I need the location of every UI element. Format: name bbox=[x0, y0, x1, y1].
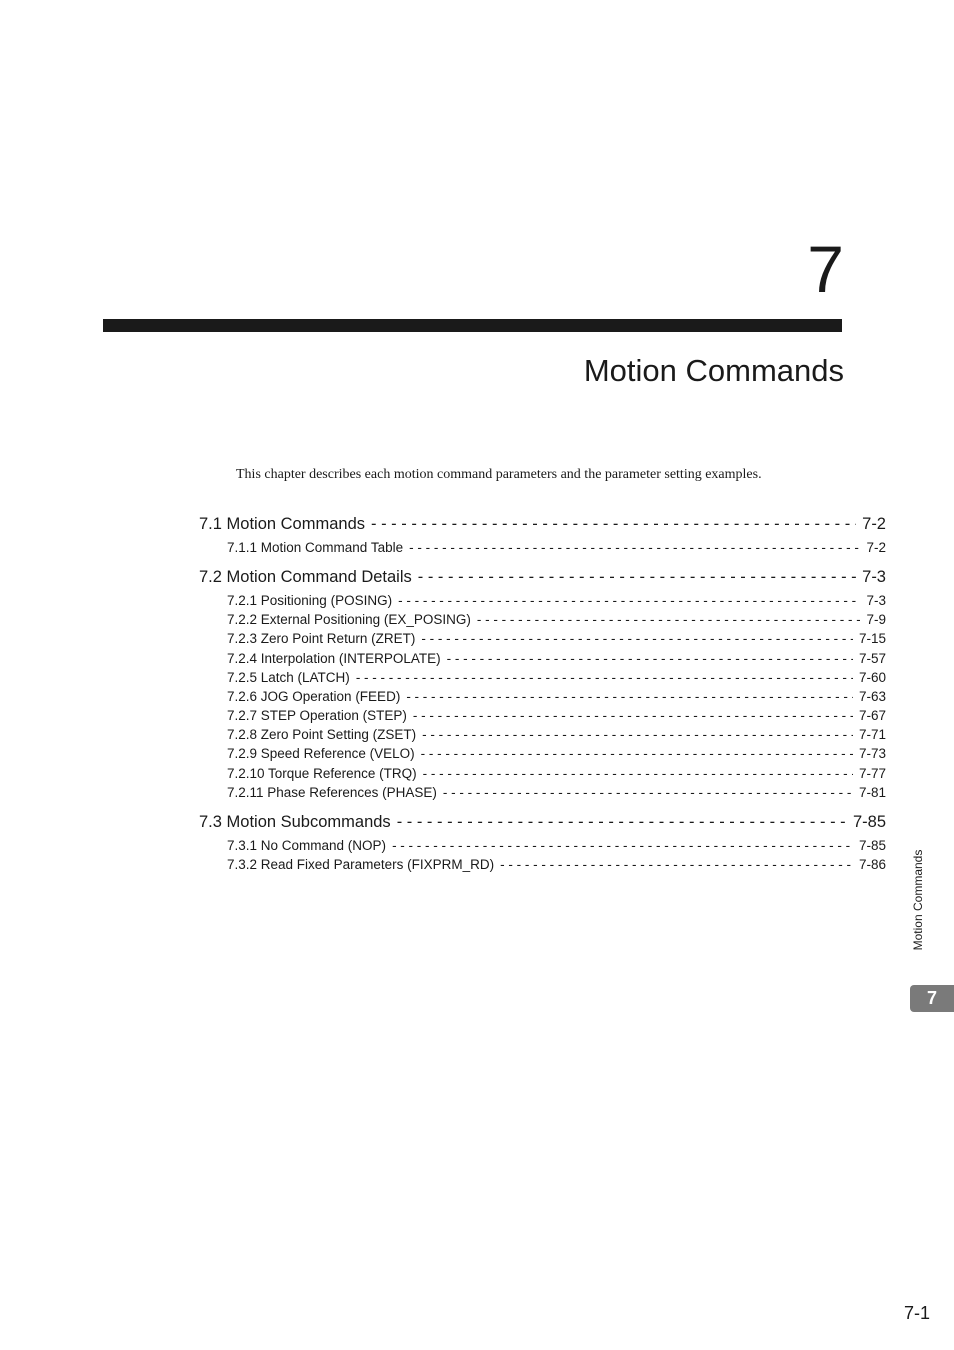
toc-section-label: 7.3 Motion Subcommands bbox=[199, 813, 391, 831]
toc-page-ref: 7-81 bbox=[858, 785, 886, 800]
toc-item-label: 7.2.6 JOG Operation (FEED) bbox=[227, 689, 401, 704]
page-number: 7-1 bbox=[903, 1303, 930, 1323]
toc-item-label: 7.2.8 Zero Point Setting (ZSET) bbox=[227, 727, 417, 742]
toc-item[interactable] bbox=[227, 708, 886, 723]
toc-item[interactable] bbox=[227, 631, 886, 646]
toc-item[interactable] bbox=[227, 593, 886, 608]
toc-item[interactable] bbox=[227, 785, 886, 800]
toc-item-label: 7.2.7 STEP Operation (STEP) bbox=[227, 708, 407, 723]
toc-leader bbox=[356, 670, 853, 685]
toc-leader bbox=[398, 593, 860, 608]
toc-item-label: 7.2.4 Interpolation (INTERPOLATE) bbox=[227, 651, 441, 666]
toc-page-ref: 7-86 bbox=[858, 857, 886, 872]
toc-page-ref: 7-9 bbox=[866, 612, 886, 627]
toc-item[interactable] bbox=[227, 857, 886, 872]
toc-page-ref: 7-85 bbox=[858, 838, 886, 853]
toc-item[interactable] bbox=[227, 838, 886, 853]
toc-section-label: 7.2 Motion Command Details bbox=[199, 568, 412, 586]
toc-page-ref: 7-15 bbox=[858, 631, 886, 646]
toc-page-ref: 7-2 bbox=[866, 540, 886, 555]
toc-section[interactable] bbox=[199, 515, 886, 534]
toc-leader bbox=[397, 813, 847, 832]
chapter-divider bbox=[103, 319, 842, 332]
toc-leader bbox=[418, 568, 856, 587]
toc-item[interactable] bbox=[227, 670, 886, 685]
toc-page-ref: 7-2 bbox=[862, 515, 886, 533]
toc-item-label: 7.2.11 Phase References (PHASE) bbox=[227, 785, 437, 800]
toc-item-label: 7.3.1 No Command (NOP) bbox=[227, 838, 387, 853]
toc-leader bbox=[443, 785, 853, 800]
toc-item-label: 7.2.9 Speed Reference (VELO) bbox=[227, 746, 415, 761]
toc-item[interactable] bbox=[227, 612, 886, 627]
toc-item-label: 7.2.3 Zero Point Return (ZRET) bbox=[227, 631, 416, 646]
toc-item-label: 7.1.1 Motion Command Table bbox=[227, 540, 404, 555]
toc-item-label: 7.2.5 Latch (LATCH) bbox=[227, 670, 350, 685]
toc-leader bbox=[409, 540, 860, 555]
toc-leader bbox=[422, 727, 853, 742]
side-tab-title: Motion Commands bbox=[911, 849, 925, 951]
toc-item-label: 7.2.1 Positioning (POSING) bbox=[227, 593, 393, 608]
chapter-tab: 7 bbox=[910, 985, 954, 1012]
toc-section[interactable] bbox=[199, 568, 886, 587]
toc-leader bbox=[477, 612, 861, 627]
toc-page-ref: 7-77 bbox=[858, 766, 886, 781]
toc-leader bbox=[421, 631, 853, 646]
toc-page-ref: 7-60 bbox=[858, 670, 886, 685]
chapter-intro: This chapter describes each motion command parameters and the parameter setting examples. bbox=[236, 467, 762, 482]
toc-page-ref: 7-63 bbox=[858, 689, 886, 704]
toc-page-ref: 7-73 bbox=[858, 746, 886, 761]
toc-section[interactable] bbox=[199, 813, 886, 832]
toc-page-ref: 7-57 bbox=[858, 651, 886, 666]
toc-item[interactable] bbox=[227, 540, 886, 555]
toc-page-ref: 7-85 bbox=[852, 813, 886, 831]
toc-leader bbox=[447, 651, 853, 666]
toc-leader bbox=[392, 838, 853, 853]
toc-leader bbox=[423, 766, 853, 781]
toc-item[interactable] bbox=[227, 727, 886, 742]
toc-section-label: 7.1 Motion Commands bbox=[199, 515, 365, 533]
toc-page-ref: 7-3 bbox=[866, 593, 886, 608]
toc-item[interactable] bbox=[227, 766, 886, 781]
toc-page-ref: 7-71 bbox=[858, 727, 886, 742]
toc-item[interactable] bbox=[227, 746, 886, 761]
toc-leader bbox=[500, 857, 853, 872]
toc-item[interactable] bbox=[227, 689, 886, 704]
toc-leader bbox=[406, 689, 853, 704]
toc-page-ref: 7-67 bbox=[858, 708, 886, 723]
chapter-title: Motion Commands bbox=[583, 353, 844, 388]
toc-item-label: 7.2.2 External Positioning (EX_POSING) bbox=[227, 612, 471, 627]
toc-leader bbox=[413, 708, 853, 723]
toc-item[interactable] bbox=[227, 651, 886, 666]
chapter-number: 7 bbox=[807, 232, 844, 306]
toc-leader bbox=[421, 746, 853, 761]
toc-leader bbox=[371, 515, 856, 534]
toc-item-label: 7.2.10 Torque Reference (TRQ) bbox=[227, 766, 417, 781]
toc-item-label: 7.3.2 Read Fixed Parameters (FIXPRM_RD) bbox=[227, 857, 495, 872]
toc-page-ref: 7-3 bbox=[862, 568, 886, 586]
